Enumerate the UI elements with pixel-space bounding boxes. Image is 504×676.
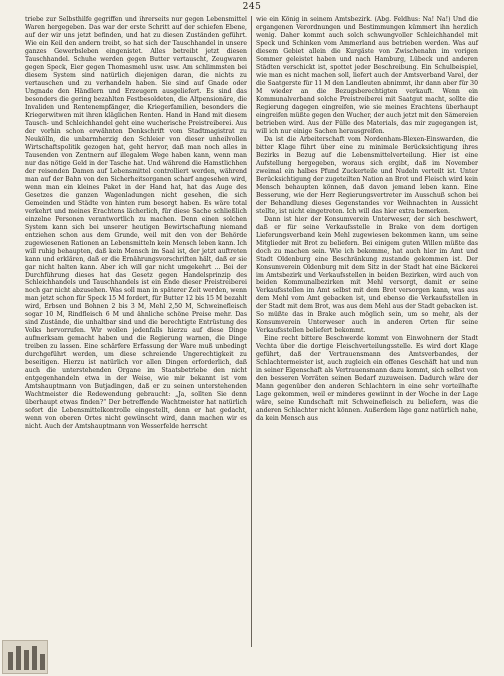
page-number: 245 — [242, 2, 262, 12]
column-divider — [251, 16, 252, 647]
library-stamp-icon — [2, 640, 48, 674]
paragraph: Da ist die Arbeiterschaft vom Nordenham-Blexen-Einswarden, die bitter Klage führt über eine zu minimale Berücksichtigung ihres Bezirks in Bezug auf die Lebensmittelverteilung. Hier ist eine Aufstellung hergegeben, woraus sich ergibt, daß im November zweimal ein halbes Pfund Zuckerteile und Nudeln verteilt ist. Unter Berücksichtigung der zugeteilten Nation an Brot und Fleisch wird kein Mensch behaupten können, daß davon jemand leben kann. Eine Besserung, wie der Herr Regierungsvertreter im Ausschuß schon bei der Behandlung dieses Gegenstandes vor Weihnachten in Aussicht stellte, ist nicht eingetreten. Ich will das hier extra bemerken. — [256, 135, 478, 215]
right-column — [256, 16, 478, 423]
paragraph: wie ein König in seinem Amtsbezirk. (Abg. Feldhus: Na! Na!) Und die ergangenen Verordnungen und Bestimmungen kümmert ihn herzlich wenig. Daher kommt auch solch schwungvoller Schleichhandel mit Speck und Schinken vom Ammerland aus betrieben werden. Was auf diesem Gebiet allein die Kurgäste von Zwischenahn im vorigen Sommer geleistet haben und nach Hamburg, Lübeck und anderen Städten verschickt ist, spottet jeder Beschreibung. Ein Schulbeispiel, wie man es nicht machen soll, liefert auch der Amtsverband Varel, der die Saatgerste für 11 M den Landleuten abnimmt, ihr dann aber für 30 M wieder an die Bezugsberechtigten verkauft. Wenn ein Kommunalverband solche Preistreiberei mit Saatgut macht, sollte die Regierung dagegen eingreifen, wie sie meines Erachtens überhaupt eingreifen müßte gegen den Wucher, der auch jetzt mit den Sämereien betrieben wird. Aus der Fülle des Materials, das mir zugegangen ist, will ich nur einige Sachen herausgreifen. — [256, 16, 478, 135]
paragraph: Dann ist hier der Konsumverein Unterweser, der sich beschwert, daß er für seine Verkaufsstelle in Brake von dem dortigen Lieferungsverband kein Mehl zugewiesen bekommen kann, um seine Mitglieder mit Brot zu beliefern. Bei einigem guten Willen müßte das doch zu machen sein. Wie ich bekomme, hat auch hier im Amt und Stadt Oldenburg eine Beschränkung zustande gekommen ist. Der Konsumverein Oldenburg mit dem Sitz in der Stadt hat eine Bäckerei im Amtsbezirk und Verkaufsstellen in beiden Bezirken, wird auch von beiden Kommunalbezirken mit Mehl versorgt, damit er seine Verkaufsstellen im Amt selbst mit dem Brot versorgen kann, was aus dem Mehl vom Amt gebacken ist, und ebenso die Verkaufsstellen in der Stadt mit dem Brot, was aus dem Mehl aus der Stadt gebacken ist. So müßte das in Brake auch möglich sein, um so mehr, als der Konsumverein Unterweser auch in anderen Orten für seine Verkaufsstellen beliefert bekommt. — [256, 215, 478, 335]
paragraph: Eine recht bittere Beschwerde kommt von Einwohnern der Stadt Vechta über die dortige Fleischverteilungsstelle. Es wird dort Klage geführt, daß der Vertrauensmann des Amtsverbandes, der Schlachtermeister ist, auch zugleich ein offenes Geschäft hat und nun in seiner Eigenschaft als Vertrauensmann dazu kommt, sich selbst von den besseren Vorräten seinen Bedarf zuzuweisen. Dadurch wäre der Mann gegenüber den anderen Schlachtern in eine sehr vorteilhafte Lage gekommen, weil er minderes gewiinnt in der Woche in der Lage wäre, seine Kundschaft mit Schweinefleisch zu beliefern, was die anderen Schlachter nicht können. Außerdem läge ganz natürlich nahe, da kein Mensch aus — [256, 335, 478, 423]
paragraph: triebe zur Selbsthilfe gegriffen und ihrerseits nur gegen Lebensmittel Waren hergegeben. Das war der erste Schritt auf der schiefen Ebene, auf der wir uns jetzt befinden, und hat zu diesen Zuständen geführt. Wie ein Keil den andern treibt, so hat sich der Tauschhandel in unsere ganzes Gewerbsleben eingenistet. Alles betreibt jetzt diesen Tauschhandel. Schuhe werden gegen Butter vertauscht, Zeugwaren gegen Speck, Eier gegen Thomasmehl usw. usw. Am schlimmsten bei diesem System sind natürlich diejenigen daran, die nichts zu vertauschen und zu verhandeln haben. Sie sind auf Gnade oder Ungnade den Händlern und Erzeugern ausgeliefert. Es sind das besonders die gering bezahlten Festbesoldeten, die Altpensionäre, die Invaliden und Rentenempfänger, die Kriegerfamilien, besonders die Kriegerwitwen mit ihren kläglichen Renten. Hand in Hand mit diesem Tausch- und Schleichhandel geht eine wucherische Preistreiberei. Aus der vorhin schon erwähnten Denkschrift vom Stadtmagistrat zu Neukölln, die unbarmherzig den Schleier von dieser unheilvollen Wirtschaftspolitik gezogen hat, geht hervor, daß man noch alles in Tausenden von Zentnern auf illegalem Wege haben kann, wenn man nur das nötige Geld in der Tasche hat. Und während die Hamstlichhen der reisenden Damen auf Lebensmittel controlliert werden, während man auf der Bahn von den Sicherheitsorganen scharf angesehen wird, wenn man ein kleines Paket in der Hand hat, hat das Auge des Gesetzes die ganzen Wagenladungen nicht gesehen, die sich Gemeinden und Städte von hinten rum besorgt haben. Es wäre total verkehrt und meines Erachtens lächerlich, für diese Sache schließlich einzelne Personen verantwortlich zu machen. Denn einen solchen System kann sich bei unserer heutigen Bewirtschaftung niemand entziehen schon aus dem Grunde, weil mit den von der Behörde zugewiesenen Rationen an Lebensmitteln kein Mensch leben kann. Ich will ruhig behaupten, daß kein Mensch im Saal ist, der jetzt auftreten kann und erklären, daß er die Ernährungsvorschriften hält, daß er sie gar nicht halten kann. Aber ich will gar nicht umgekehrt ... Bei der Durchführung dieses hat das Gesetz gegen Handelsprinzip des Schleichhandels und Tauschhandels ist ein Ende dieser Preistreiberei noch gar nicht abzusehen. Was soll man in späterer Zeit werden, wenn man jetzt schon für Speck 15 M fordert, für Butter 12 bis 15 M bezahlt wird, Erbsen und Bohnen 2 bis 3 M, Mehl 2,50 M, Schweinefleisch sogar 10 M, Rindfleisch 6 M und ähnliche schöne Preise mehr. Das sind Zustände, die unhaltbar sind und die berechtigte Entrüstung des Volks hervorrufen. Wir wollen jedenfalls hierzu auf diese Dinge aufmerksam gemacht haben und die Regierung warnen, die Dinge treiben zu lassen. Eine schärfere Erfassung der Ware muß unbedingt durchgeführt werden, um diese schreiende Ungerechtigkeit zu beseitigen. Hierzu ist natürlich vor allen Dingen erforderlich, daß auch die unterstehenden Organe im Staatsbetriebe den nicht entgegenhandeln etwa in der Weise, wie mir bekannt ist vom Amtshauptmann von Butjadingen, daß er zu seinen unterstehenden Wachtmeister die Redewendung gebraucht: „Ja, sollten Sie denn überhaupt etwas finden?“ Der betreffende Wachtmeister hat natürlich sofort die Lebensmittelkontrolle eingestellt, denn er hat gedacht, wenn von oberen Ortes nicht gewünscht wird, dann machen wir es nicht. Auch der Amtshauptmann von Wesserfelde herrscht — [25, 16, 247, 431]
left-column — [25, 16, 247, 431]
